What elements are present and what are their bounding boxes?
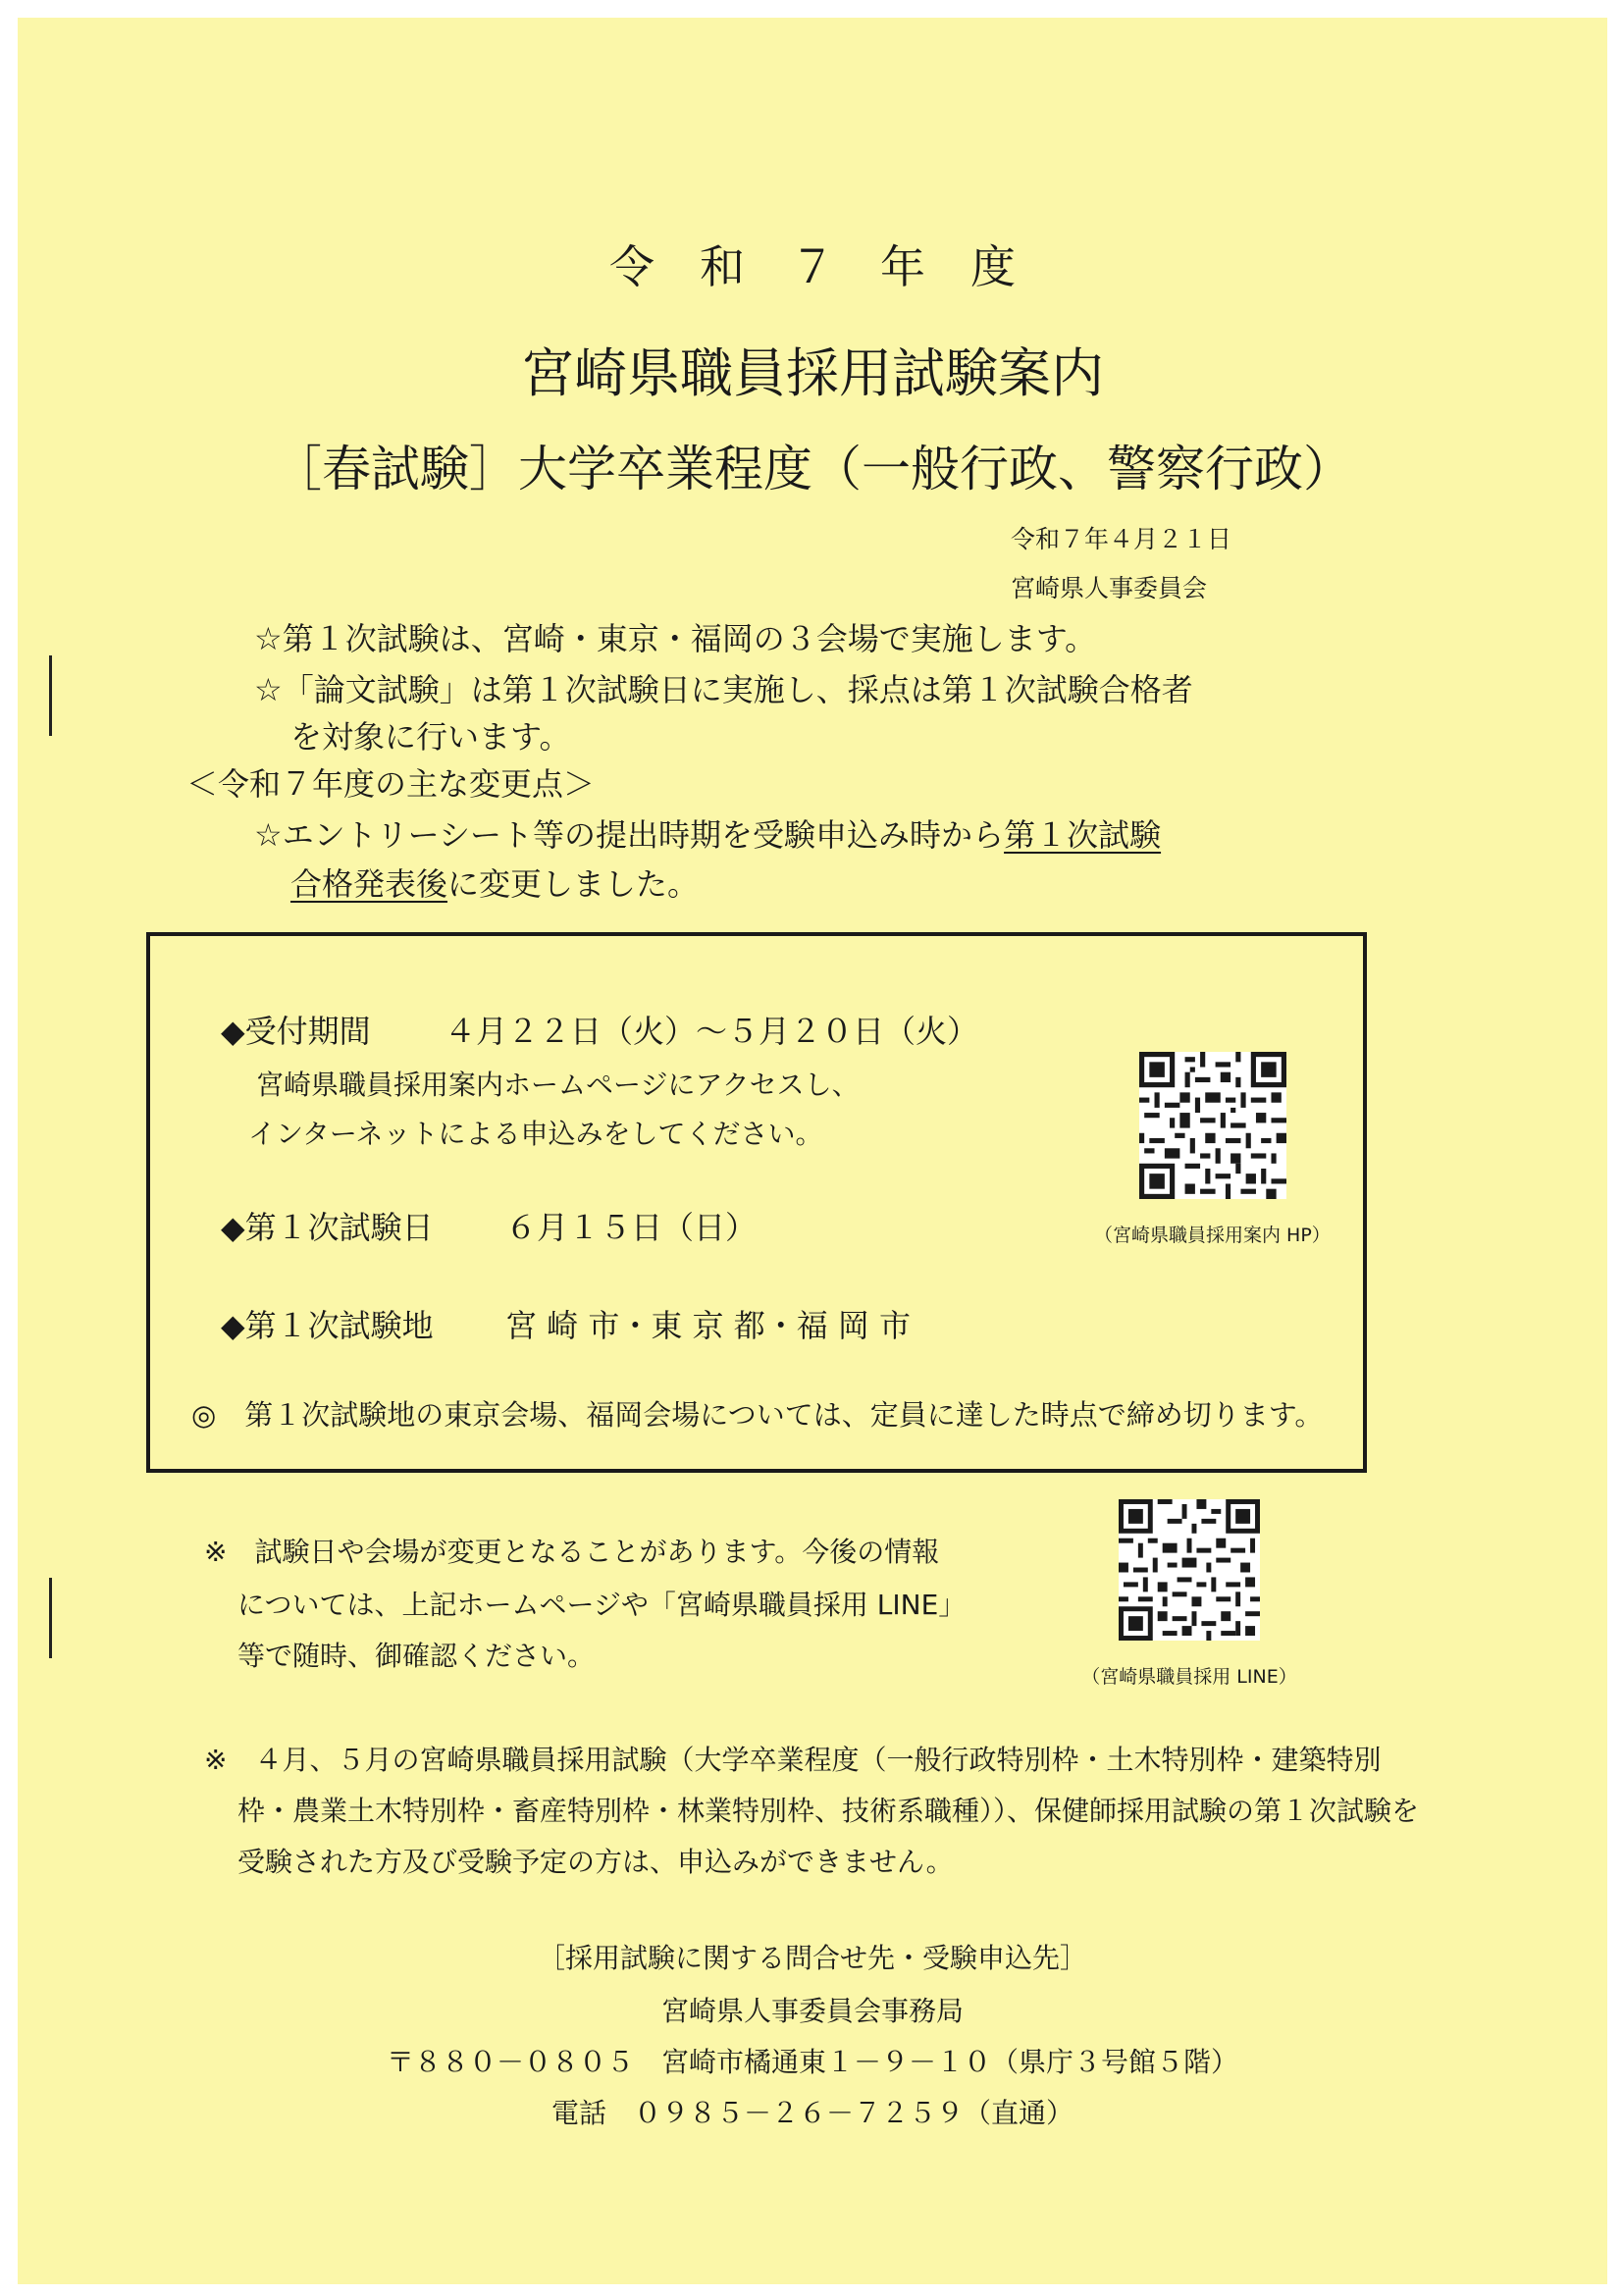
qr-code-recruitment-hp[interactable] — [1139, 1052, 1286, 1199]
document-page — [18, 18, 1607, 2284]
issue-date: 令和７年４月２１日 — [1011, 525, 1232, 553]
qr-code-line[interactable] — [1119, 1499, 1260, 1641]
notice-essay-exam-cont: を対象に行います。 — [290, 718, 571, 756]
contact-heading: ［採用試験に関する問合せ先・受験申込先］ — [537, 1942, 1087, 1974]
reception-note-line2: インターネットによる申込みをしてください。 — [248, 1118, 823, 1150]
qr-code-icon — [1119, 1499, 1260, 1641]
changes-heading: ＜令和７年度の主な変更点＞ — [186, 765, 596, 803]
first-exam-place-label: ◆第１次試験地 — [221, 1307, 434, 1344]
page-subtitle: ［春試験］大学卒業程度（一般行政、警察行政） — [273, 441, 1352, 497]
contact-office: 宮崎県人事委員会事務局 — [660, 1995, 964, 2027]
note-change-line3: 等で随時、御確認ください。 — [237, 1640, 596, 1672]
note-change-line1: ※ 試験日や会場が変更となることがあります。今後の情報 — [204, 1536, 940, 1568]
reception-period-label: ◆受付期間 — [221, 1013, 371, 1050]
change-entry-sheet-line1 — [254, 810, 1161, 856]
change-text-underlined: 合格発表後 — [290, 865, 448, 903]
change-entry-sheet-line2 — [290, 860, 699, 905]
reception-note-line1: 宮崎県職員採用案内ホームページにアクセスし、 — [256, 1069, 860, 1101]
note-ineligible-line3: 受験された方及び受験予定の方は、申込みができません。 — [237, 1846, 954, 1878]
fiscal-year-heading: 令 和 ７ 年 度 — [609, 240, 1016, 293]
notice-three-venues: ☆第１次試験は、宮崎・東京・福岡の３会場で実施します。 — [254, 620, 1097, 657]
qr-hp-caption: （宮崎県職員採用案内 HP） — [1094, 1225, 1331, 1246]
change-text: ☆エントリーシート等の提出時期を受験申込み時から — [254, 816, 1005, 854]
notice-essay-exam: ☆「論文試験」は第１次試験日に実施し、採点は第１次試験合格者 — [254, 671, 1193, 708]
contact-phone: 電話 ０９８５－２６－７２５９（直通） — [550, 2097, 1073, 2129]
schedule-box — [146, 932, 1367, 1473]
binder-mark-bottom — [49, 1578, 52, 1658]
first-exam-place-value: 宮 崎 市・東 京 都・福 岡 市 — [505, 1307, 912, 1344]
issuer: 宮崎県人事委員会 — [1011, 574, 1208, 602]
change-text: に変更しました。 — [447, 865, 700, 903]
contact-address: 〒８８０－０８０５ 宮崎市橘通東１－９－１０（県庁３号館５階） — [386, 2046, 1238, 2078]
note-ineligible-line2: 枠・農業土木特別枠・畜産特別枠・林業特別枠、技術系職種））、保健師採用試験の第１次試験を — [237, 1795, 1420, 1827]
first-exam-date-label: ◆第１次試験日 — [221, 1209, 434, 1246]
qr-code-icon — [1139, 1052, 1286, 1199]
page-title: 宮崎県職員採用試験案内 — [521, 342, 1104, 404]
venue-capacity-note: ◎ 第１次試験地の東京会場、福岡会場については、定員に達した時点で締め切ります。 — [191, 1398, 1324, 1432]
reception-period-value: ４月２２日（火）～５月２０日（火） — [445, 1013, 979, 1050]
first-exam-date-value: ６月１５日（日） — [505, 1209, 758, 1246]
note-ineligible-line1: ※ ４月、５月の宮崎県職員採用試験（大学卒業程度（一般行政特別枠・土木特別枠・建築特別 — [204, 1744, 1382, 1776]
binder-mark-top — [49, 655, 52, 736]
note-change-line2: については、上記ホームページや「宮崎県職員採用 LINE」 — [237, 1589, 967, 1621]
change-text-underlined: 第１次試験 — [1004, 816, 1162, 854]
qr-line-caption: （宮崎県職員採用 LINE） — [1081, 1666, 1297, 1688]
